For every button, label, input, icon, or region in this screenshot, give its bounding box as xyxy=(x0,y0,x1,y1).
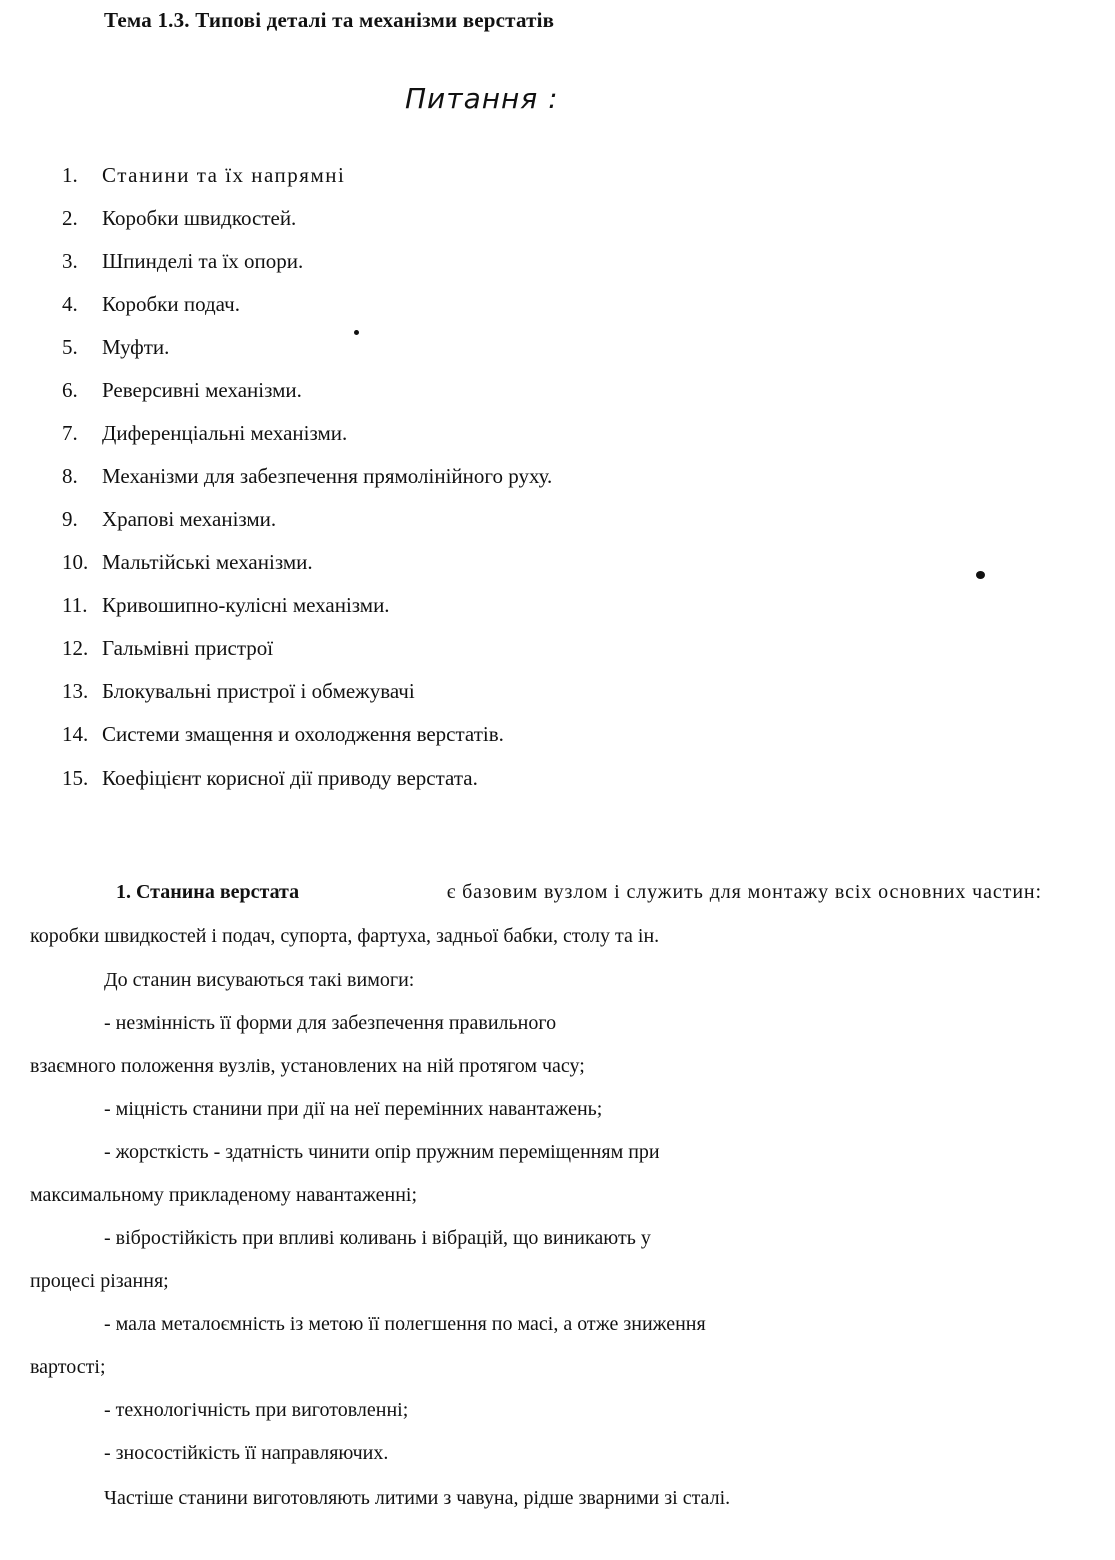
list-item xyxy=(62,246,303,276)
list-item xyxy=(62,375,302,405)
paragraph-line: процесі різання; xyxy=(30,1270,169,1292)
item-number: 1. xyxy=(62,163,78,187)
list-item xyxy=(62,633,273,663)
requirement-line: - незмінність її форми для забезпечення правильного xyxy=(104,1012,557,1034)
requirement-line: - зносостійкість її направляючих. xyxy=(104,1442,389,1464)
paragraph-line: Частіше станини виготовляють литими з чавуна, рідше зварними зі сталі. xyxy=(104,1487,731,1509)
list-item xyxy=(62,763,478,793)
item-number: 7. xyxy=(62,421,78,445)
item-number: 8. xyxy=(62,464,78,488)
scan-speck xyxy=(354,330,359,335)
item-text: Диференціальні механізми. xyxy=(102,421,348,445)
item-number: 4. xyxy=(62,292,78,316)
list-item xyxy=(62,332,169,362)
list-item xyxy=(62,547,313,577)
paragraph-line: До станин висуваються такі вимоги: xyxy=(104,969,415,991)
page-title: Тема 1.3. Типові деталі та механізми верстатів xyxy=(104,8,555,32)
item-text: Блокувальні пристрої і обмежувачі xyxy=(102,679,415,703)
list-item xyxy=(62,590,390,620)
item-text: Шпинделі та їх опори. xyxy=(102,249,304,273)
list-item xyxy=(62,719,504,749)
item-number: 11. xyxy=(62,593,88,617)
item-number: 12. xyxy=(62,636,89,660)
item-text: Кривошипно-кулісні механізми. xyxy=(102,593,390,617)
item-number: 10. xyxy=(62,550,89,574)
paragraph-line: максимальному прикладеному навантаженні; xyxy=(30,1184,418,1206)
list-item xyxy=(62,160,345,190)
item-text: Станини та їх напрямні xyxy=(102,163,346,187)
item-number: 9. xyxy=(62,507,78,531)
requirement-line: - вібростійкість при впливі коливань і вібрацій, що виникають у xyxy=(104,1227,651,1249)
item-text: Механізми для забезпечення прямолінійного руху. xyxy=(102,464,553,488)
item-text: Системи змащення и охолодження верстатів. xyxy=(102,722,504,746)
item-text: Гальмівні пристрої xyxy=(102,636,274,660)
list-item xyxy=(62,203,296,233)
section-lead-text: є базовим вузлом і служить для монтажу всіх основних частин: xyxy=(446,881,1042,903)
item-number: 14. xyxy=(62,722,89,746)
item-number: 6. xyxy=(62,378,78,402)
section-heading: 1. Станина верстата xyxy=(116,881,300,903)
list-item xyxy=(62,461,552,491)
list-item xyxy=(62,418,347,448)
item-text: Коробки швидкостей. xyxy=(102,206,297,230)
requirement-line: - міцність станини при дії на неї перемінних навантажень; xyxy=(104,1098,603,1120)
item-number: 3. xyxy=(62,249,78,273)
paragraph-line: взаємного положення вузлів, установлених на ній протягом часу; xyxy=(30,1055,585,1077)
requirement-line: - жорсткість - здатність чинити опір пружним переміщенням при xyxy=(104,1141,660,1163)
item-number: 13. xyxy=(62,679,89,703)
list-item xyxy=(62,504,276,534)
item-number: 2. xyxy=(62,206,78,230)
paragraph-line: вартості; xyxy=(30,1356,106,1378)
item-text: Мальтійські механізми. xyxy=(102,550,313,574)
item-text: Храпові механізми. xyxy=(102,507,277,531)
list-item xyxy=(62,676,415,706)
paragraph-line: коробки швидкостей і подач, супорта, фартуха, задньої бабки, столу та ін. xyxy=(30,925,660,947)
item-text: Реверсивні механізми. xyxy=(102,378,302,402)
scan-speck xyxy=(976,571,985,579)
section-lead-line xyxy=(116,878,1042,906)
requirement-line: - технологічність при виготовленні; xyxy=(104,1399,409,1421)
item-text: Коробки подач. xyxy=(102,292,240,316)
item-number: 15. xyxy=(62,766,89,790)
list-item xyxy=(62,289,240,319)
item-text: Муфти. xyxy=(102,335,170,359)
item-number: 5. xyxy=(62,335,78,359)
item-text: Коефіцієнт корисної дії приводу верстата. xyxy=(102,766,478,790)
requirement-line: - мала металоємність із метою її полегшення по масі, а отже зниження xyxy=(104,1313,706,1335)
questions-heading: Питання : xyxy=(405,82,559,115)
